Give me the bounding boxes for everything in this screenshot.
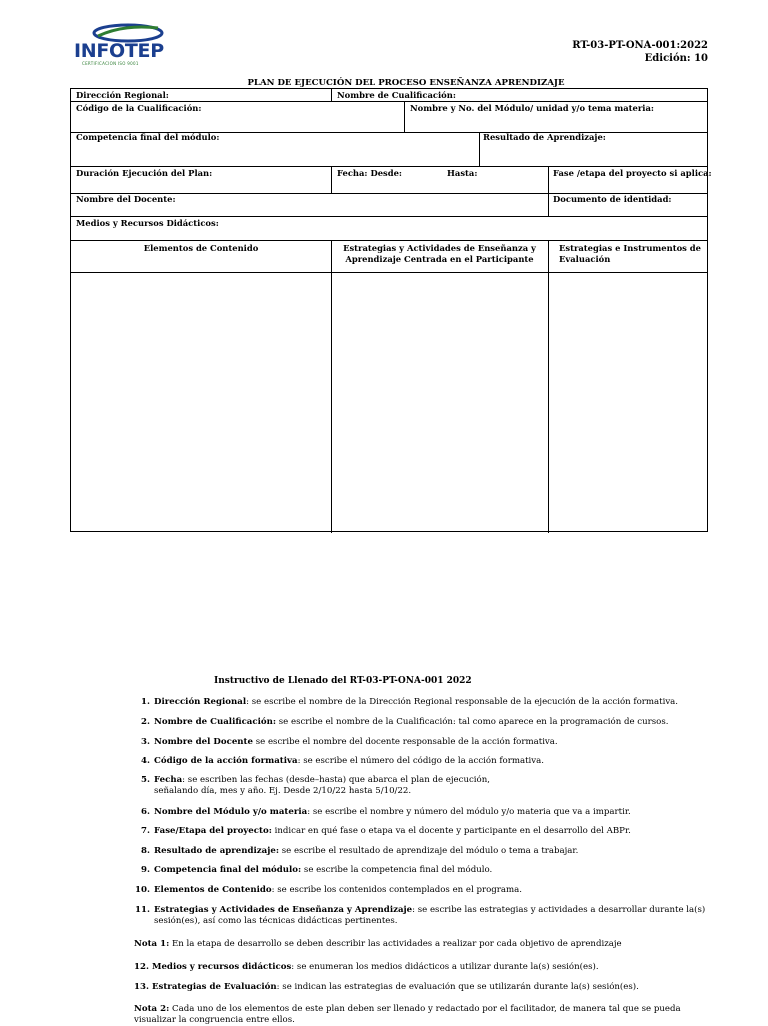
- instruction-number: 8.: [141, 846, 150, 856]
- note-text: Cada uno de los elementos de este plan deben ser llenado y redactado por el facilitador, de manera tal que se pueda: [169, 1004, 681, 1014]
- instruction-description: : se escribe los contenidos contemplados en el programa.: [271, 885, 523, 895]
- instruction-item: [134, 982, 714, 993]
- infotep-logo: [72, 22, 172, 66]
- instruction-number: 3.: [141, 737, 150, 747]
- note-text-cont: visualizar la congruencia entre ellos.: [134, 1015, 295, 1025]
- medios-recursos-label: Medios y Recursos Didácticos:: [76, 218, 219, 228]
- instruction-term: Nombre del Módulo y/o materia: [154, 807, 308, 817]
- instruction-number: 4.: [141, 756, 150, 766]
- instruction-note: [134, 1004, 714, 1026]
- instruction-text: [154, 865, 714, 876]
- form-title: PLAN DE EJECUCIÓN DEL PROCESO ENSEÑANZA APRENDIZAJE: [247, 78, 565, 88]
- instruction-description-cont: señalando día, mes y año. Ej. Desde 2/10/22 hasta 5/10/22.: [154, 786, 412, 796]
- instruction-term: Estrategias y Actividades de Enseñanza y Aprendizaje: [154, 905, 413, 915]
- instruction-number: 13.: [134, 982, 152, 992]
- instruction-number: 2.: [141, 717, 150, 727]
- documento-identidad-label: Documento de identidad:: [553, 194, 672, 204]
- instruction-text: [154, 846, 714, 857]
- nombre-docente-label: Nombre del Docente:: [76, 194, 176, 204]
- logo-text: INFOTEP: [74, 40, 164, 62]
- instruction-description: : se escribe las estrategias y actividades a desarrollar durante la(s): [412, 905, 706, 915]
- instruction-term: Medios y recursos didácticos: [151, 962, 292, 972]
- instruction-note: [134, 939, 714, 950]
- instruction-term: Fase/Etapa del proyecto:: [154, 826, 272, 836]
- instruction-text: [154, 697, 714, 708]
- logo-tagline: CERTIFICACION ISO 9001: [82, 61, 139, 66]
- col-elementos-header: Elementos de Contenido: [143, 243, 259, 253]
- instruction-number: 6.: [141, 807, 150, 817]
- instruction-text: [154, 717, 714, 728]
- instruction-term: Estrategias de Evaluación: [151, 982, 277, 992]
- instruction-description-cont: sesión(es), así como las técnicas didácticas pertinentes.: [154, 916, 398, 926]
- instruction-text: [154, 826, 714, 837]
- instruction-number: 7.: [141, 826, 150, 836]
- document-edition: Edición: 10: [644, 53, 708, 64]
- instructions-title: Instructivo de Llenado del RT-03-PT-ONA-001 2022: [214, 676, 472, 686]
- note-label: Nota 1:: [134, 939, 170, 949]
- instruction-description: se escribe la competencia final del módulo.: [301, 865, 493, 875]
- col-estrategias-header-line2: Aprendizaje Centrada en el Participante: [345, 254, 534, 264]
- instruction-term: Fecha: [154, 775, 183, 785]
- col-evaluacion-header-line2: Evaluación: [559, 254, 611, 264]
- document-code-block: [572, 39, 708, 65]
- instruction-number: 1.: [141, 697, 150, 707]
- instruction-description: se escribe el nombre del docente responsable de la acción formativa.: [252, 737, 558, 747]
- instruction-description: : se escribe el nombre de la Dirección Regional responsable de la ejecución de la acción formativa.: [246, 697, 679, 707]
- instruction-text: [154, 905, 714, 927]
- competencia-final-label: Competencia final del módulo:: [76, 132, 220, 142]
- resultado-aprendizaje-label: Resultado de Aprendizaje:: [483, 132, 606, 142]
- instruction-description: : se escribe el nombre y número del módulo y/o materia que va a impartir.: [307, 807, 631, 817]
- note-text: En la etapa de desarrollo se deben describir las actividades a realizar por cada objetivo de aprendizaje: [169, 939, 622, 949]
- instruction-text: [154, 885, 714, 896]
- instruction-number: 12.: [134, 962, 152, 972]
- fecha-desde-label: Fecha: Desde:: [337, 168, 403, 178]
- codigo-cualificacion-label: Código de la Cualificación:: [76, 103, 202, 113]
- instruction-description: se escribe el resultado de aprendizaje del módulo o tema a trabajar.: [279, 846, 579, 856]
- duracion-label: Duración Ejecución del Plan:: [76, 168, 213, 178]
- instruction-term: Dirección Regional: [154, 697, 247, 707]
- instruction-number: 11.: [135, 905, 150, 915]
- instruction-term: Resultado de aprendizaje:: [154, 846, 279, 856]
- instruction-number: 9.: [141, 865, 150, 875]
- document-code: RT-03-PT-ONA-001:2022: [572, 40, 708, 51]
- instruction-term: Código de la acción formativa: [154, 756, 298, 766]
- instruction-number: 10.: [135, 885, 150, 895]
- instruction-text: [154, 756, 714, 767]
- instruction-description: indicar en qué fase o etapa va el docente y participante en el desarrollo del ABPr.: [271, 826, 631, 836]
- plan-form-table: [70, 88, 712, 532]
- instruction-term: Competencia final del módulo:: [154, 865, 302, 875]
- instruction-term: Nombre del Docente: [154, 737, 253, 747]
- note-label: Nota 2:: [134, 1004, 170, 1014]
- nombre-modulo-label: Nombre y No. del Módulo/ unidad y/o tema materia:: [410, 103, 654, 113]
- direccion-regional-label: Dirección Regional:: [76, 90, 169, 100]
- instruction-term: Elementos de Contenido: [154, 885, 272, 895]
- instruction-number: 5.: [141, 775, 150, 785]
- instruction-description: : se escribe el número del código de la acción formativa.: [297, 756, 545, 766]
- instruction-term: Nombre de Cualificación:: [154, 717, 277, 727]
- instruction-description: : se indican las estrategias de evaluación que se utilizarán durante la(s) sesión(es).: [276, 982, 639, 992]
- fase-etapa-label: Fase /etapa del proyecto si aplica:: [553, 168, 712, 178]
- instruction-description: : se escriben las fechas (desde–hasta) que abarca el plan de ejecución,: [182, 775, 490, 785]
- instruction-text: [154, 807, 714, 818]
- hasta-label: Hasta:: [447, 168, 478, 178]
- instruction-item: [134, 962, 714, 973]
- instruction-description: se escribe el nombre de la Cualificación: tal como aparece en la programación de cursos.: [276, 717, 669, 727]
- instruction-text: [154, 737, 714, 748]
- instruction-description: : se enumeran los medios didácticos a utilizar durante la(s) sesión(es).: [291, 962, 599, 972]
- col-estrategias-header-line1: Estrategias y Actividades de Enseñanza y: [343, 243, 536, 253]
- nombre-cualificacion-label: Nombre de Cualificación:: [337, 90, 456, 100]
- instruction-text: [154, 775, 714, 797]
- col-evaluacion-header-line1: Estrategias e Instrumentos de: [559, 243, 701, 253]
